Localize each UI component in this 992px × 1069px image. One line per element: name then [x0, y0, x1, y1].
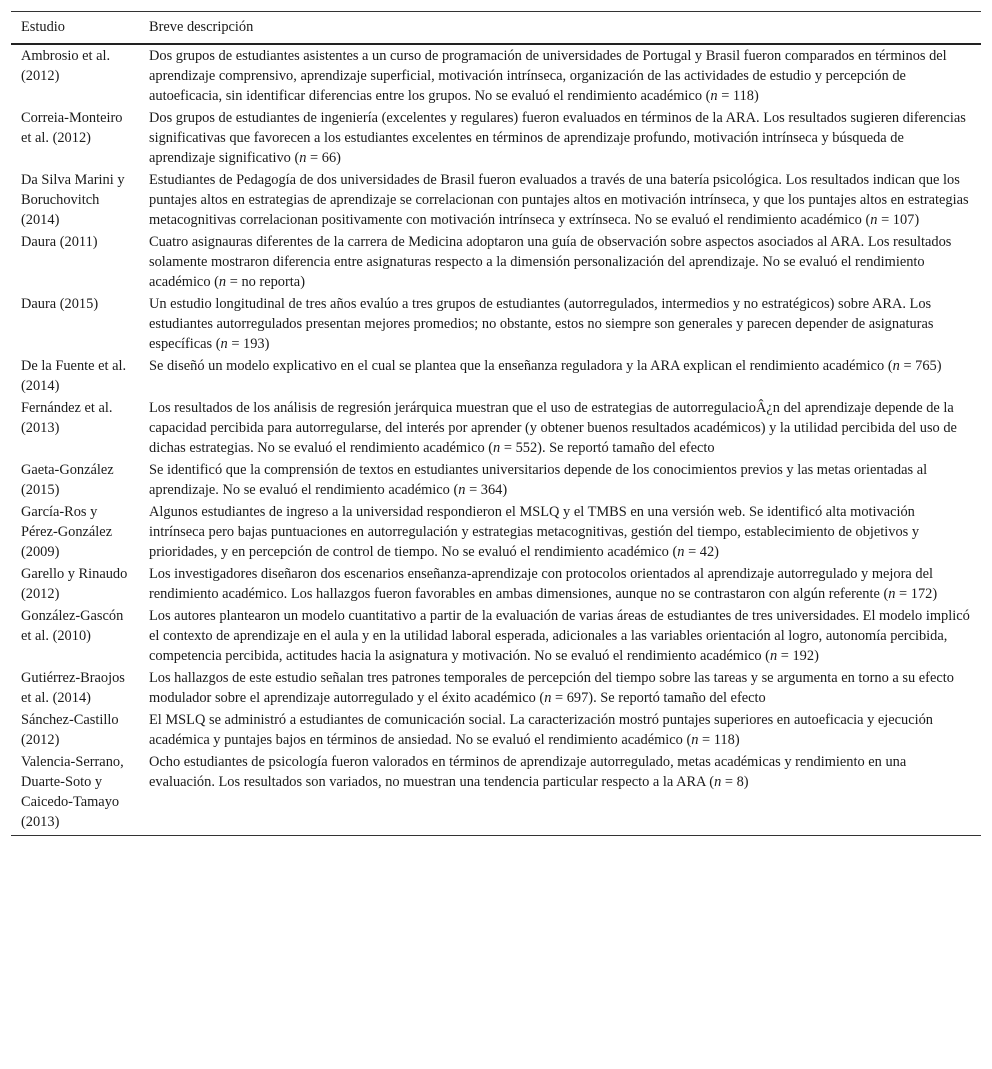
sample-equals: =: [226, 274, 242, 290]
sample-open: (: [884, 358, 893, 374]
description-text: Se identificó que la comprensión de textos en estudiantes universitarios depende de los conocimientos previos y las metas orientadas al aprendizaje. No se evaluó el rendimiento académico: [149, 462, 928, 498]
sample-open: (: [212, 336, 221, 352]
study-citation: Ambrosio et al. (2012): [21, 48, 111, 84]
description-text: Los autores plantearon un modelo cuantitativo a partir de la evaluación de varias áreas de estudiantes de tres universidades. El modelo implicó el contexto de aprendizaje en el aula y en la utilidad laboral esperada, adicionales a las variables orientación al logro, autonomía percibida, competencia percibida, actitudes hacia la asignatura y motivación. No se evaluó el rendimiento académico: [149, 608, 970, 664]
description-tail: ): [734, 732, 740, 748]
sample-n-variable: n: [691, 732, 699, 748]
table-row: [11, 293, 981, 355]
table-row: [11, 501, 981, 563]
sample-n-variable: n: [220, 336, 228, 352]
sample-open: (: [484, 440, 494, 456]
studies-table: [11, 11, 981, 836]
description-text: Estudiantes de Pedagogía de dos universidades de Brasil fueron evaluados a través de una batería psicológica. Los resultados indican que los puntajes altos en estrategias de aprendizaje se correlacionan con puntajes altos en motivación intrínseca, y que los puntajes altos en estrategias metacognitivas correlacionan positivamente con motivación intrínseca y extrínseca. No se evaluó el rendimiento académico: [149, 172, 969, 228]
table-row: [11, 751, 981, 836]
sample-open: (: [705, 774, 715, 790]
study-description: [139, 355, 981, 397]
study-citation: Daura (2015): [21, 296, 99, 312]
sample-size-value: 364: [480, 482, 503, 498]
description-tail: ): [300, 274, 305, 290]
header-description: Breve descripción: [149, 19, 254, 35]
table-row: [11, 44, 981, 107]
sample-size-value: 107: [892, 212, 915, 228]
sample-n-variable: n: [714, 774, 722, 790]
sample-n-variable: n: [870, 212, 878, 228]
description-text: Un estudio longitudinal de tres años evalúo a tres grupos de estudiantes (autorregulados, intermedios y no estratégicos) sobre ARA. Los estudiantes autorregulados presentan mejores promedios; no obstante, estos no siempre son generales y parecen depender de asignaturas específicas: [149, 296, 934, 352]
sample-equals: =: [721, 774, 737, 790]
study-description: [139, 459, 981, 501]
sample-open: (: [668, 544, 678, 560]
sample-equals: =: [717, 88, 733, 104]
sample-size-value: 42: [699, 544, 715, 560]
study-citation: Valencia-Serrano, Duarte-Soto y Caicedo-Tamayo (2013): [21, 754, 124, 830]
description-text: Los hallazgos de este estudio señalan tres patrones temporales de percepción del tiempo sobre las tareas y se argumenta en torno a su efecto modulador sobre el aprendizaje autorregulado y el éxito académico: [149, 670, 954, 706]
description-tail: ): [714, 544, 719, 560]
description-text: Los investigadores diseñaron dos escenarios enseñanza-aprendizaje con protocolos orientados al aprendizaje autorregulado y mejora del rendimiento académico. Los hallazgos fueron favorables en ambas dimensiones, aunque no se contrastaron con algún referente: [149, 566, 933, 602]
sample-open: (: [879, 586, 889, 602]
table-row: [11, 563, 981, 605]
table-row: [11, 355, 981, 397]
sample-size-value: 66: [321, 150, 337, 166]
study-description: [139, 563, 981, 605]
sample-n-variable: n: [888, 586, 896, 602]
table-row: [11, 605, 981, 667]
sample-n-variable: n: [710, 88, 718, 104]
sample-n-variable: n: [493, 440, 501, 456]
description-tail: ): [753, 88, 759, 104]
sample-open: (: [535, 690, 545, 706]
study-description: [139, 231, 981, 293]
sample-n-variable: n: [769, 648, 778, 664]
sample-size-value: 172: [910, 586, 933, 602]
table-row: [11, 709, 981, 751]
description-tail: ). Se reportó tamaño del efecto: [537, 440, 715, 456]
sample-equals: =: [500, 440, 516, 456]
description-tail: ): [264, 336, 270, 352]
study-description: [139, 709, 981, 751]
sample-n-variable: n: [299, 150, 307, 166]
sample-size-value: 765: [915, 358, 937, 374]
table-row: [11, 107, 981, 169]
study-citation: Sánchez-Castillo (2012): [21, 712, 119, 748]
sample-size-value: 192: [792, 648, 815, 664]
table-row: [11, 231, 981, 293]
study-citation: Gutiérrez-Braojos et al. (2014): [21, 670, 125, 706]
description-text: Algunos estudiantes de ingreso a la universidad respondieron el MSLQ y el TMBS en una versión web. Se identificó alta motivación intrínseca pero bajas puntuaciones en autorregulación y estrategias metacognitivas, gestión del tiempo, establecimiento de objetivos y prioridades, y en percepción de control de tiempo. No se evaluó el rendimiento académico: [149, 504, 920, 560]
study-description: [139, 107, 981, 169]
sample-equals: =: [306, 150, 322, 166]
sample-open: (: [682, 732, 692, 748]
sample-n-variable: n: [677, 544, 685, 560]
sample-open: (: [761, 648, 770, 664]
sample-open: (: [210, 274, 219, 290]
table-row: [11, 667, 981, 709]
sample-n-variable: n: [892, 358, 900, 374]
sample-size-value: 697: [566, 690, 589, 706]
description-text: Se diseñó un modelo explicativo en el cual se plantea que la enseñanza reguladora y la ARA explican el rendimiento académico: [149, 358, 885, 374]
sample-size-value: 193: [243, 336, 265, 352]
study-citation: González-Gascón et al. (2010): [21, 608, 124, 644]
table-body: [11, 44, 981, 836]
sample-size-value: 118: [713, 732, 735, 748]
study-description: [139, 605, 981, 667]
sample-size-value: 552: [515, 440, 538, 456]
table-row: [11, 397, 981, 459]
sample-open: (: [290, 150, 300, 166]
sample-size-value: 8: [736, 774, 744, 790]
description-tail: ): [743, 774, 749, 790]
studies-table-container: [11, 11, 981, 836]
table-row: [11, 459, 981, 501]
study-citation: Fernández et al. (2013): [21, 400, 113, 436]
table-header: [11, 12, 981, 45]
sample-open: (: [861, 212, 871, 228]
description-text: Ocho estudiantes de psicología fueron valorados en términos de aprendizaje autorregulado, metas académicas y rendimiento en una evaluación. Los resultados son variados, no muestran una tendencia particular respecto a la ARA: [149, 754, 907, 790]
sample-equals: =: [877, 212, 893, 228]
study-description: [139, 293, 981, 355]
description-tail: ). Se reportó tamaño del efecto: [588, 690, 766, 706]
sample-n-variable: n: [458, 482, 466, 498]
description-tail: ): [932, 586, 938, 602]
sample-size-value: 118: [732, 88, 754, 104]
study-citation: Daura (2011): [21, 234, 98, 250]
study-description: [139, 751, 981, 836]
sample-equals: =: [899, 358, 916, 374]
description-tail: ): [502, 482, 508, 498]
description-tail: ): [936, 358, 942, 374]
sample-open: (: [702, 88, 711, 104]
sample-n-variable: n: [218, 274, 227, 290]
description-text: Los resultados de los análisis de regresión jerárquica muestran que el uso de estrategias de autorregulacioÂ¿n del aprendizaje depende de la capacidad percibida para autorregularse, del interés por aprender (y obtener buenos resultados académicos) y la utilidad percibida del uso de dichas estrategias. No se evaluó el rendimiento académico: [149, 400, 957, 456]
description-text: Cuatro asignauras diferentes de la carrera de Medicina adoptaron una guía de observación sobre aspectos asociados al ARA. Los resultados solamente mostraron diferencia entre asignaturas respecto a la dimensión personalización del aprendizaje. No se evaluó el rendimiento académico: [149, 234, 952, 290]
sample-equals: =: [777, 648, 793, 664]
sample-equals: =: [895, 586, 911, 602]
header-study: Estudio: [21, 19, 65, 35]
description-text: El MSLQ se administró a estudiantes de comunicación social. La caracterización mostró puntajes superiores en autoeficacia y ejecución académica y puntajes bajos en términos de ansiedad. No se evaluó el rendimiento académico: [149, 712, 933, 748]
table-row: [11, 169, 981, 231]
sample-equals: =: [465, 482, 481, 498]
study-description: [139, 501, 981, 563]
study-citation: Garello y Rinaudo (2012): [21, 566, 128, 602]
sample-size-value: no reporta: [241, 274, 301, 290]
study-citation: García-Ros y Pérez-González (2009): [21, 504, 113, 560]
sample-equals: =: [551, 690, 567, 706]
sample-equals: =: [227, 336, 244, 352]
sample-equals: =: [684, 544, 700, 560]
study-citation: Gaeta-González (2015): [21, 462, 114, 498]
description-text: Dos grupos de estudiantes asistentes a un curso de programación de universidades de Portugal y Brasil fueron comparados en términos del aprendizaje comprensivo, aprendizaje superficial, motivación intrínseca, organización de las actividades de estudio y percepción de autoeficacia, sin identificar diferencias entre los grupos. No se evaluó el rendimiento académico: [149, 48, 947, 104]
sample-open: (: [449, 482, 459, 498]
study-citation: De la Fuente et al. (2014): [21, 358, 127, 394]
study-description: [139, 667, 981, 709]
header-row: [11, 12, 981, 45]
description-tail: ): [914, 212, 920, 228]
study-citation: Da Silva Marini y Boruchovitch (2014): [21, 172, 125, 228]
sample-equals: =: [698, 732, 714, 748]
description-tail: ): [814, 648, 819, 664]
study-description: [139, 397, 981, 459]
description-text: Dos grupos de estudiantes de ingeniería (excelentes y regulares) fueron evaluados en términos de la ARA. Los resultados sugieren diferencias significativas que favorecen a los estudiantes excelentes en términos de aprendizaje profundo, motivación intrínseca y búsqueda de aprendizaje significativo: [149, 110, 966, 166]
study-description: [139, 44, 981, 107]
sample-n-variable: n: [544, 690, 552, 706]
description-tail: ): [336, 150, 341, 166]
study-citation: Correia-Monteiro et al. (2012): [21, 110, 123, 146]
study-description: [139, 169, 981, 231]
